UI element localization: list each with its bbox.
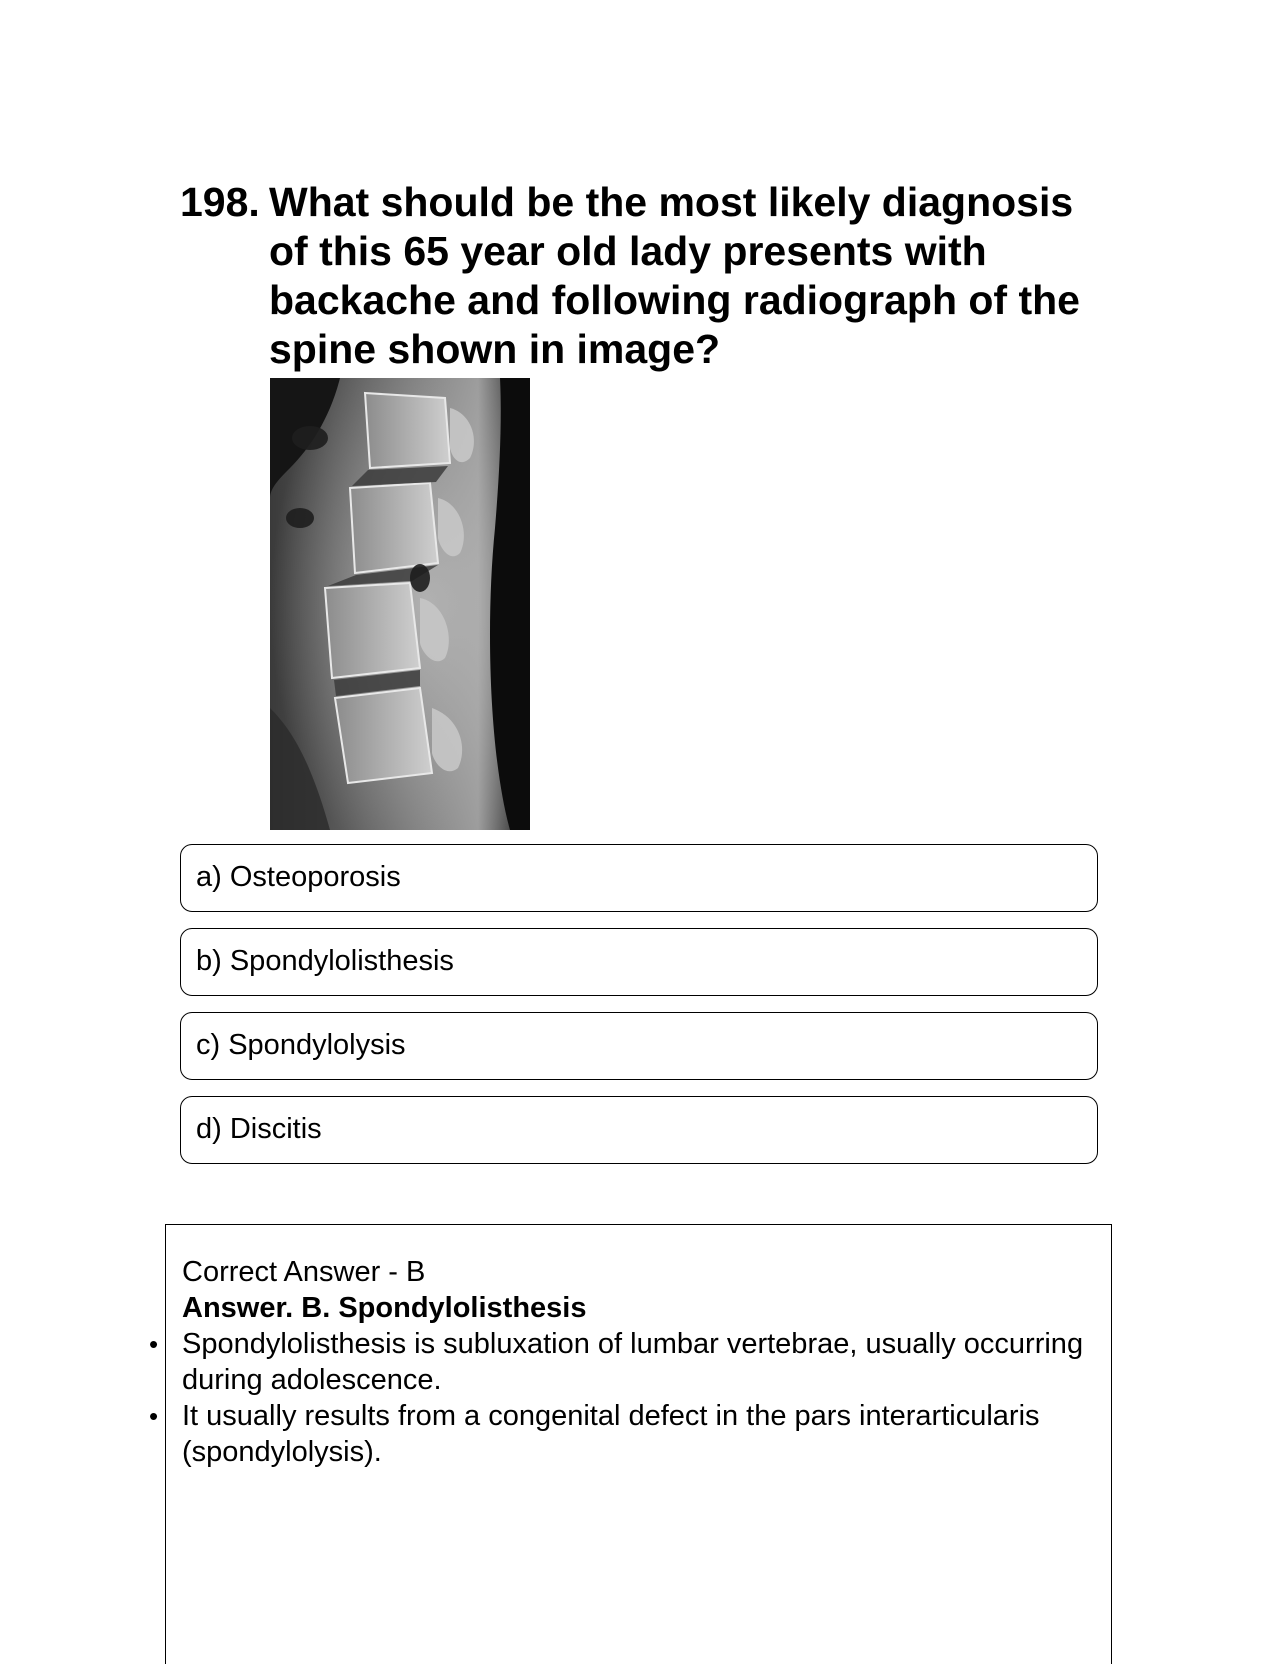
spine-radiograph-image xyxy=(270,378,530,830)
bullet-icon: • xyxy=(149,1401,159,1431)
option-d[interactable]: d) Discitis xyxy=(180,1096,1098,1164)
correct-answer: Correct Answer - B xyxy=(182,1256,426,1288)
answer-title: Answer. B. Spondylolisthesis xyxy=(182,1292,587,1324)
question xyxy=(180,178,1100,374)
option-a[interactable]: a) Osteoporosis xyxy=(180,844,1098,912)
list-item xyxy=(149,1326,1102,1398)
question-text: What should be the most likely diagnosis of this 65 year old lady presents with backache and following radiograph of the spine shown in image? xyxy=(269,179,1080,372)
list-item xyxy=(149,1398,1102,1470)
bullet-icon: • xyxy=(149,1329,159,1359)
option-c[interactable]: c) Spondylolysis xyxy=(180,1012,1098,1080)
explanation-point: It usually results from a congenital defect in the pars interarticularis (spondylolysis). xyxy=(182,1400,1040,1468)
answer-explanation xyxy=(149,1254,1102,1470)
spine-radiograph-icon xyxy=(270,378,530,830)
question-number: 198. xyxy=(180,179,260,225)
explanation-point: Spondylolisthesis is subluxation of lumbar vertebrae, usually occurring during adolescence. xyxy=(182,1328,1084,1396)
explanation-list xyxy=(149,1326,1102,1470)
answer-options xyxy=(180,844,1098,1180)
option-b[interactable]: b) Spondylolisthesis xyxy=(180,928,1098,996)
